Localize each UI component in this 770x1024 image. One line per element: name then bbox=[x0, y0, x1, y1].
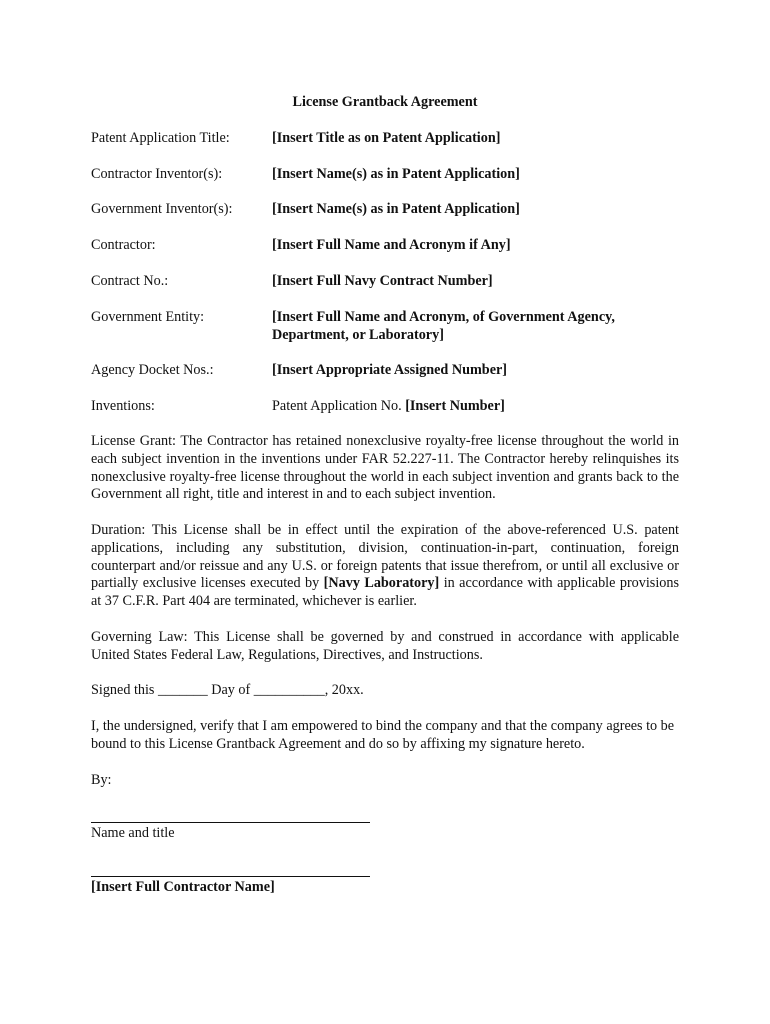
duration-bold-text: [Navy Laboratory] bbox=[323, 575, 440, 592]
field-value bbox=[272, 397, 672, 415]
signature-line bbox=[91, 822, 370, 823]
field-value: [Insert Title as on Patent Application] bbox=[272, 130, 501, 146]
field-label: Agency Docket Nos.: bbox=[91, 362, 214, 378]
duration-paragraph bbox=[91, 522, 679, 611]
field-label: Government Entity: bbox=[91, 309, 205, 325]
contractor-name-line bbox=[91, 876, 370, 877]
field-value-line: [Insert Full Name and Acronym, of Government Agency, bbox=[272, 309, 615, 325]
field-label: Government Inventor(s): bbox=[91, 201, 233, 217]
by-label: By: bbox=[91, 772, 112, 788]
field-label: Contract No.: bbox=[91, 273, 169, 289]
signed-line: Signed this _______ Day of __________, 20xx. bbox=[91, 682, 364, 698]
field-label: Contractor: bbox=[91, 237, 156, 253]
field-value-line: Department, or Laboratory] bbox=[272, 327, 444, 343]
field-value: [Insert Appropriate Assigned Number] bbox=[272, 362, 508, 378]
verification-paragraph: I, the undersigned, verify that I am empowered to bind the company and that the company agrees to be bound to this License Grantback Agreement and do so by affixing my signature hereto. bbox=[91, 718, 675, 752]
name-and-title-label: Name and title bbox=[91, 825, 175, 841]
document-title: License Grantback Agreement bbox=[292, 94, 478, 110]
field-value: [Insert Name(s) as in Patent Application] bbox=[272, 201, 520, 217]
field-label: Contractor Inventor(s): bbox=[91, 166, 223, 182]
field-value: [Insert Full Navy Contract Number] bbox=[272, 273, 493, 289]
field-value-bold: [Insert Number] bbox=[405, 398, 505, 414]
field-value-prefix: Patent Application No. bbox=[272, 398, 406, 414]
governing-law-paragraph: Governing Law: This License shall be governed by and construed in accordance with applicable United States Federal Law, Regulations, Directives, and Instructions. bbox=[91, 629, 679, 663]
field-value bbox=[272, 308, 672, 344]
field-value: [Insert Full Name and Acronym if Any] bbox=[272, 237, 511, 253]
license-grant-paragraph: License Grant: The Contractor has retained nonexclusive royalty-free license throughout the world in each subject invention in the inventions under FAR 52.227-11. The Contractor hereby relinquishes its nonexclusive royalty-free license throughout the world in each subject invention and grants back to the Government all right, title and interest in and to each subject invention. bbox=[91, 433, 679, 503]
duration-text-after: in accordance with applicable provisions at 37 C.F.R. Part 404 are terminated, whichever is earlier. bbox=[91, 575, 679, 610]
field-label: Patent Application Title: bbox=[91, 130, 230, 146]
contractor-name-label: [Insert Full Contractor Name] bbox=[91, 879, 275, 895]
field-value: [Insert Name(s) as in Patent Application] bbox=[272, 166, 520, 182]
field-government-entity bbox=[91, 308, 681, 344]
duration-text-before: Duration: This License shall be in effect until the expiration of the above-referenced U.S. patent applications, including any substitution, division, continuation-in-part, continuation, foreign counterpart and/or reissue and any U.S. or foreign patents that issue therefrom, or until all exclusive or partially exclusive licenses executed by bbox=[91, 522, 679, 592]
field-label: Inventions: bbox=[91, 398, 155, 414]
